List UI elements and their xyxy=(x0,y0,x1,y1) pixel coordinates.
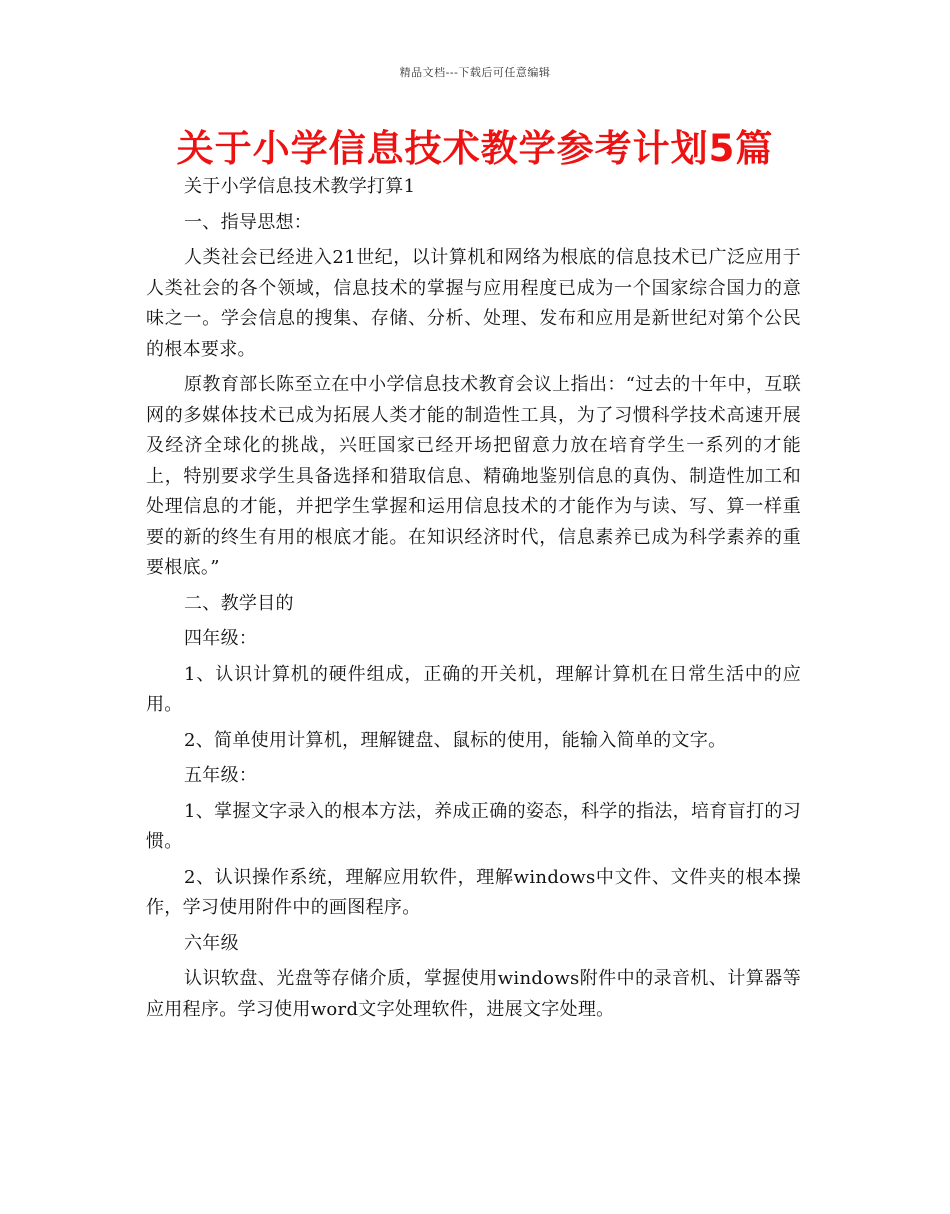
document-body xyxy=(146,172,801,1030)
section-subtitle: 关于小学信息技术教学打算1 xyxy=(184,176,416,197)
heading-grade-five: 五年级： xyxy=(184,765,258,786)
paragraph-intro: 人类社会已经进入21世纪，以计算机和网络为根底的信息技术已广泛应用于人类社会的各个领域，信息技术的掌握与应用程度已成为一个国家综合国力的意味之一。学会信息的搜集、存储、分析、处理、发布和应用是新世纪对第个公民的根本要求。 xyxy=(146,247,801,360)
grade-five-item-1: 1、掌握文字录入的根本方法，养成正确的姿态，科学的指法，培育盲打的习惯。 xyxy=(146,800,801,852)
heading-grade-four: 四年级： xyxy=(184,628,258,649)
document-title: 关于小学信息技术教学参考计划5篇 xyxy=(176,127,774,170)
grade-four-item-2: 2、简单使用计算机，理解键盘、鼠标的使用，能输入简单的文字。 xyxy=(184,729,727,751)
heading-guiding-ideology: 一、指导思想： xyxy=(184,211,313,233)
paragraph-quote: 原教育部长陈至立在中小学信息技术教育会议上指出：“过去的十年中，互联网的多媒体技术已成为拓展人类才能的制造性工具，为了习惯科学技术高速开展及经济全球化的挑战，兴旺国家已经开场把留意力放在培育学生一系列的才能上，特别要求学生具备选择和猎取信息、精确地鉴别信息的真伪、制造性加工和处理信息的才能，并把学生掌握和运用信息技术的才能作为与读、写、算一样重要的新的终生有用的根底才能。在知识经济时代，信息素养已成为科学素养的重要根底。” xyxy=(146,374,801,578)
heading-teaching-goals: 二、教学目的 xyxy=(184,592,294,614)
heading-grade-six: 六年级 xyxy=(184,932,239,954)
grade-four-item-1: 1、认识计算机的硬件组成，正确的开关机，理解计算机在日常生活中的应用。 xyxy=(146,663,801,715)
grade-five-item-2: 2、认识操作系统，理解应用软件，理解windows中文件、文件夹的根本操作，学习使用附件中的画图程序。 xyxy=(146,866,801,918)
grade-six-item: 认识软盘、光盘等存储介质，掌握使用windows附件中的录音机、计算器等应用程序。学习使用word文字处理软件，进展文字处理。 xyxy=(146,968,801,1020)
header-note: 精品文档---下载后可任意编辑 xyxy=(399,66,551,79)
